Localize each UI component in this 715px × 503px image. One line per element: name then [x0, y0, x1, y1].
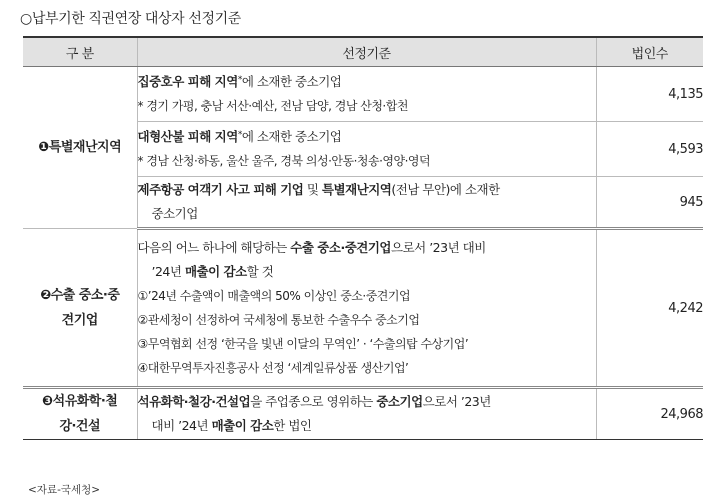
category-label-cont: 견기업 [61, 312, 98, 328]
criteria-list-item: ①’24년 수출액이 매출액의 50% 이상인 중소·중견기업 [137, 289, 411, 303]
criteria-line-cont: 대비 ’24년 매출이 감소한 법인 [151, 418, 312, 433]
criteria-cell [137, 229, 596, 388]
criteria-cell [137, 67, 596, 122]
count-cell: 4,242 [596, 229, 703, 388]
criteria-list-item: ②관세청이 선정하여 국세청에 통보한 수출우수 중소기업 [137, 313, 420, 327]
count-cell: 945 [596, 177, 703, 229]
table-row [23, 388, 703, 440]
count-cell: 4,135 [596, 67, 703, 122]
criteria-cell [137, 122, 596, 177]
criteria-line-cont: ’24년 매출이 감소할 것 [151, 264, 274, 279]
category-label-cont: 강·건설 [59, 419, 101, 434]
criteria-line: 다음의 어느 하나에 해당하는 수출 중소·중견기업으로서 ’23년 대비 [137, 240, 486, 255]
source-note: <자료-국세청> [28, 484, 101, 496]
header-criteria: 선정기준 [137, 37, 596, 67]
page-title: ○납부기한 직권연장 대상자 선정기준 [20, 11, 241, 27]
criteria-line: 집중호우 피해 지역*에 소재한 중소기업 [137, 74, 342, 89]
category-cell-disaster [23, 67, 137, 229]
table-row [23, 67, 703, 122]
table-header-row [23, 37, 703, 67]
criteria-cell [137, 388, 596, 440]
category-label: ❷수출 중소·중 [40, 287, 120, 303]
criteria-table [23, 36, 703, 440]
category-label: ❶특별재난지역 [38, 140, 122, 155]
category-label: ❸석유화학·철 [42, 394, 118, 409]
criteria-line: 석유화학·철강·건설업을 주업종으로 영위하는 중소기업으로서 ’23년 [137, 394, 491, 409]
criteria-list-item: ④대한무역투자진흥공사 선정 ‘세계일류상품 생산기업’ [137, 361, 409, 375]
category-cell-industry [23, 388, 137, 440]
header-count: 법인수 [596, 37, 703, 67]
count-cell: 24,968 [596, 388, 703, 440]
criteria-line-cont: 중소기업 [151, 206, 198, 221]
table-row [23, 229, 703, 388]
header-category: 구 분 [23, 37, 137, 67]
criteria-note: * 경남 산청·하동, 울산 울주, 경북 의성·안동·청송·영양·영덕 [137, 154, 431, 168]
criteria-list-item: ③무역협회 선정 ‘한국을 빛낸 이달의 무역인’ · ‘수출의탑 수상기업’ [137, 337, 469, 351]
criteria-line: 대형산불 피해 지역*에 소재한 중소기업 [137, 129, 342, 144]
category-cell-export [23, 229, 137, 388]
criteria-line: 제주항공 여객기 사고 피해 기업 및 특별재난지역(전남 무안)에 소재한 [137, 182, 500, 197]
criteria-note: * 경기 가평, 충남 서산·예산, 전남 담양, 경남 산청·합천 [137, 99, 408, 113]
count-cell: 4,593 [596, 122, 703, 177]
criteria-cell [137, 177, 596, 229]
